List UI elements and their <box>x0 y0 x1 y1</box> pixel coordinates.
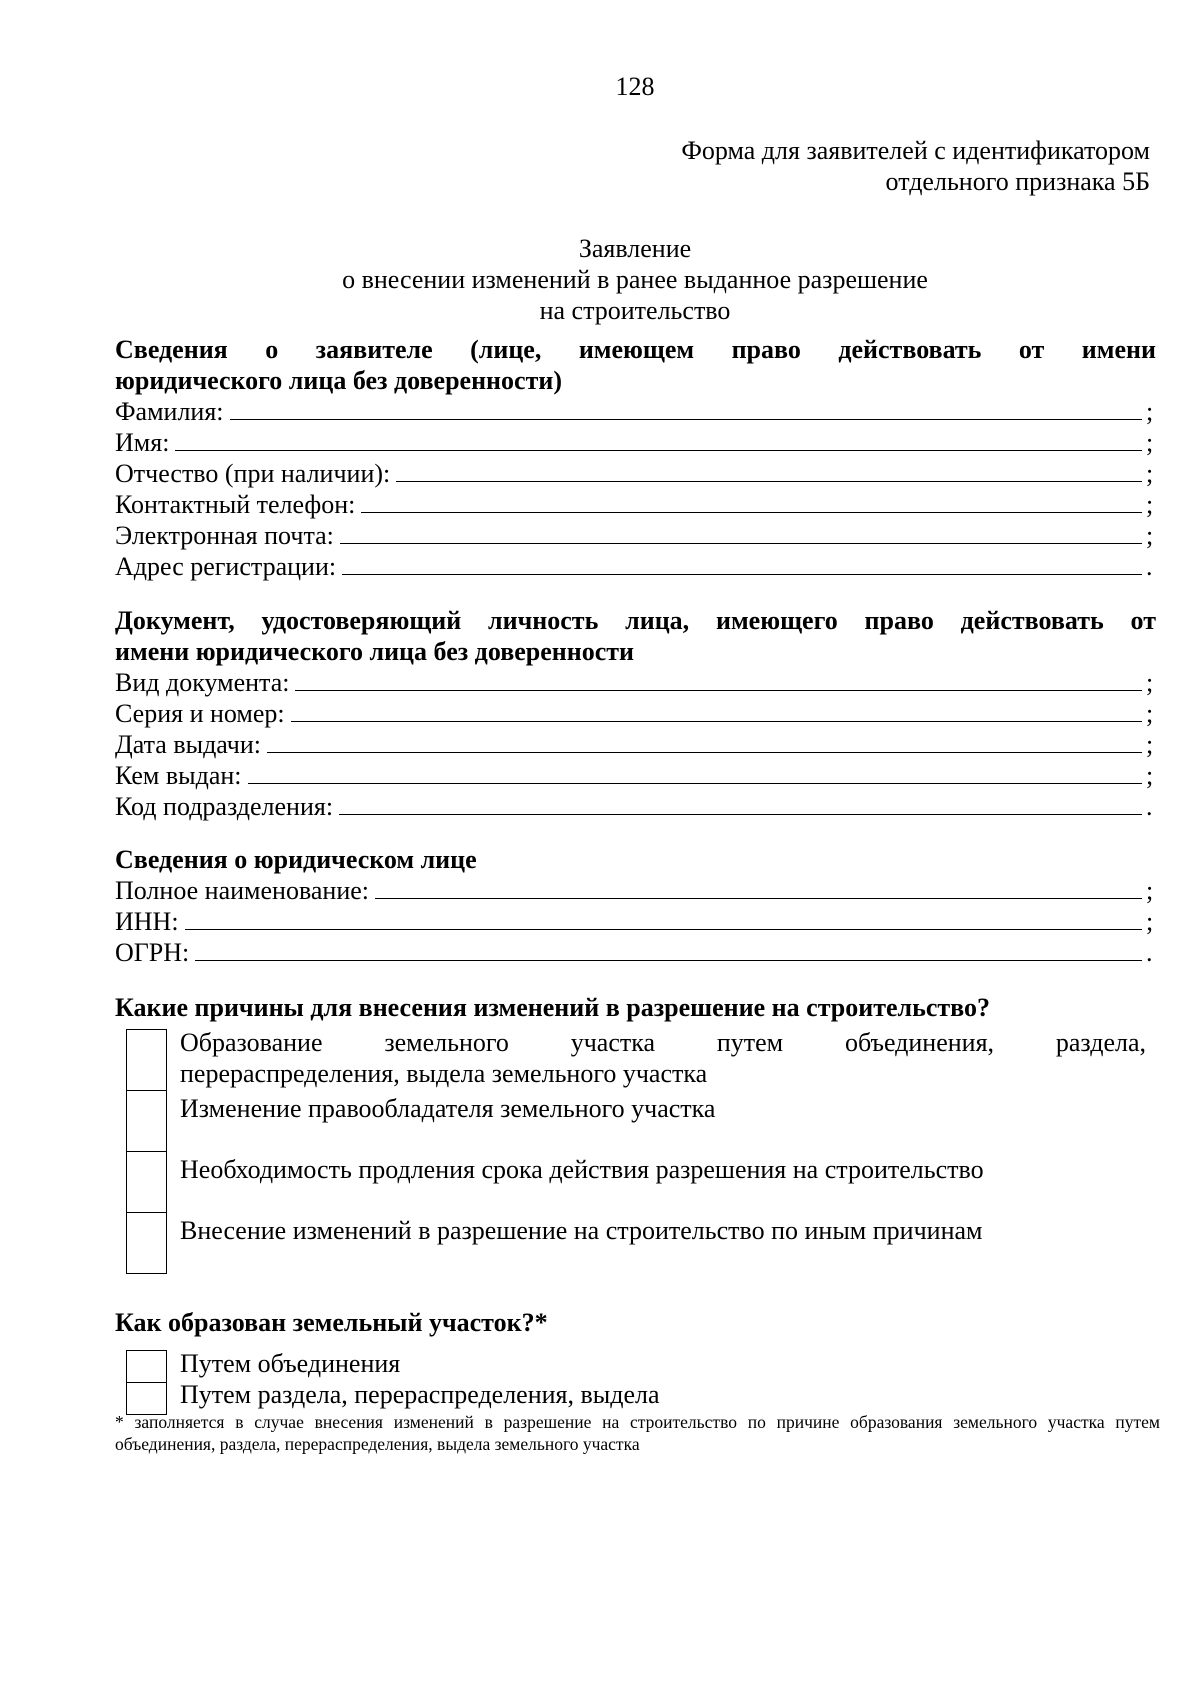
form-type-line-2: отдельного признака 5Б <box>885 167 1150 196</box>
series-number-label: Серия и номер: <box>115 699 285 728</box>
issue-date-field[interactable]: Дата выдачи: ; <box>115 730 1154 759</box>
full-name-label: Полное наименование: <box>115 876 370 905</box>
formation-heading: Как образован земельный участок?* <box>115 1308 548 1337</box>
phone-field[interactable]: Контактный телефон: ; <box>115 490 1154 519</box>
id-document-section <box>115 605 1156 822</box>
doc-type-field[interactable]: Вид документа: ; <box>115 668 1154 697</box>
reason-1-line-1: Образование земельного участка путем объединения, раздела, <box>180 1028 1146 1057</box>
title-line-3: на строительство <box>539 296 731 325</box>
patronymic-input-line[interactable] <box>396 459 1142 482</box>
legal-entity-section <box>115 844 1156 968</box>
issued-by-field[interactable]: Кем выдан: ; <box>115 761 1154 790</box>
reason-4-checkbox[interactable] <box>126 1212 167 1274</box>
name-label: Имя: <box>115 428 170 457</box>
page-number: 128 <box>615 72 655 101</box>
issued-by-label: Кем выдан: <box>115 761 242 790</box>
footnote: * заполняется в случае внесения изменений в разрешение на строительство по причине образования земельного участка путем объединения, раздела, перераспределения, выдела земельного участка <box>115 1412 1160 1454</box>
inn-field[interactable]: ИНН: ; <box>115 907 1154 936</box>
phone-label: Контактный телефон: <box>115 490 356 519</box>
ogrn-input-line[interactable] <box>195 938 1142 961</box>
patronymic-field[interactable]: Отчество (при наличии): ; <box>115 459 1154 488</box>
surname-label: Фамилия: <box>115 397 224 426</box>
issue-date-label: Дата выдачи: <box>115 730 262 759</box>
email-label: Электронная почта: <box>115 521 334 550</box>
issued-by-input-line[interactable] <box>248 761 1143 784</box>
division-code-input-line[interactable] <box>339 792 1142 815</box>
reason-1-label <box>180 1027 1146 1089</box>
issue-date-input-line[interactable] <box>267 730 1142 753</box>
applicant-heading-line-2: юридического лица без доверенности) <box>115 366 562 395</box>
reason-2-checkbox[interactable] <box>126 1090 167 1152</box>
formation-1-label: Путем объединения <box>180 1349 401 1378</box>
title-line-2: о внесении изменений в ранее выданное разрешение <box>342 265 928 294</box>
reasons-heading: Какие причины для внесения изменений в разрешение на строительство? <box>115 993 991 1022</box>
title-line-1: Заявление <box>578 234 692 263</box>
formation-2-label: Путем раздела, перераспределения, выдела <box>180 1380 660 1409</box>
name-input-line[interactable] <box>175 428 1142 451</box>
address-input-line[interactable] <box>342 552 1142 575</box>
form-type-header <box>681 135 1150 197</box>
division-code-label: Код подразделения: <box>115 792 334 821</box>
email-field[interactable]: Электронная почта: ; <box>115 521 1154 550</box>
form-type-line-1: Форма для заявителей с идентификатором <box>681 136 1150 165</box>
inn-label: ИНН: <box>115 907 179 936</box>
surname-input-line[interactable] <box>230 397 1142 420</box>
patronymic-label: Отчество (при наличии): <box>115 459 391 488</box>
legal-entity-heading: Сведения о юридическом лице <box>115 845 477 874</box>
series-number-input-line[interactable] <box>291 699 1142 722</box>
series-number-field[interactable]: Серия и номер: ; <box>115 699 1154 728</box>
doc-type-label: Вид документа: <box>115 668 290 697</box>
name-field[interactable]: Имя: ; <box>115 428 1154 457</box>
division-code-field[interactable]: Код подразделения: . <box>115 792 1153 821</box>
reason-3-checkbox[interactable] <box>126 1151 167 1213</box>
reason-4-label: Внесение изменений в разрешение на строительство по иным причинам <box>180 1216 983 1245</box>
id-document-heading-line-2: имени юридического лица без доверенности <box>115 637 635 666</box>
applicant-section <box>115 334 1156 582</box>
formation-1-checkbox[interactable] <box>126 1350 167 1383</box>
reason-3-label: Необходимость продления срока действия разрешения на строительство <box>180 1155 984 1184</box>
reason-1-checkbox[interactable] <box>126 1029 167 1091</box>
reason-1-line-2: перераспределения, выдела земельного участка <box>180 1059 708 1088</box>
inn-input-line[interactable] <box>185 907 1142 930</box>
surname-field[interactable]: Фамилия: ; <box>115 397 1154 426</box>
doc-type-input-line[interactable] <box>295 668 1142 691</box>
applicant-heading-line-1: Сведения о заявителе (лице, имеющем право действовать от имени <box>115 335 1156 364</box>
id-document-heading-line-1: Документ, удостоверяющий личность лица, имеющего право действовать от <box>115 606 1156 635</box>
ogrn-field[interactable]: ОГРН: . <box>115 938 1153 967</box>
full-name-field[interactable]: Полное наименование: ; <box>115 876 1154 905</box>
ogrn-label: ОГРН: <box>115 938 190 967</box>
full-name-input-line[interactable] <box>375 876 1142 899</box>
document-title <box>115 233 1155 326</box>
reason-2-label: Изменение правообладателя земельного участка <box>180 1094 716 1123</box>
phone-input-line[interactable] <box>361 490 1142 513</box>
address-field[interactable]: Адрес регистрации: . <box>115 552 1153 581</box>
email-input-line[interactable] <box>340 521 1142 544</box>
address-label: Адрес регистрации: <box>115 552 337 581</box>
